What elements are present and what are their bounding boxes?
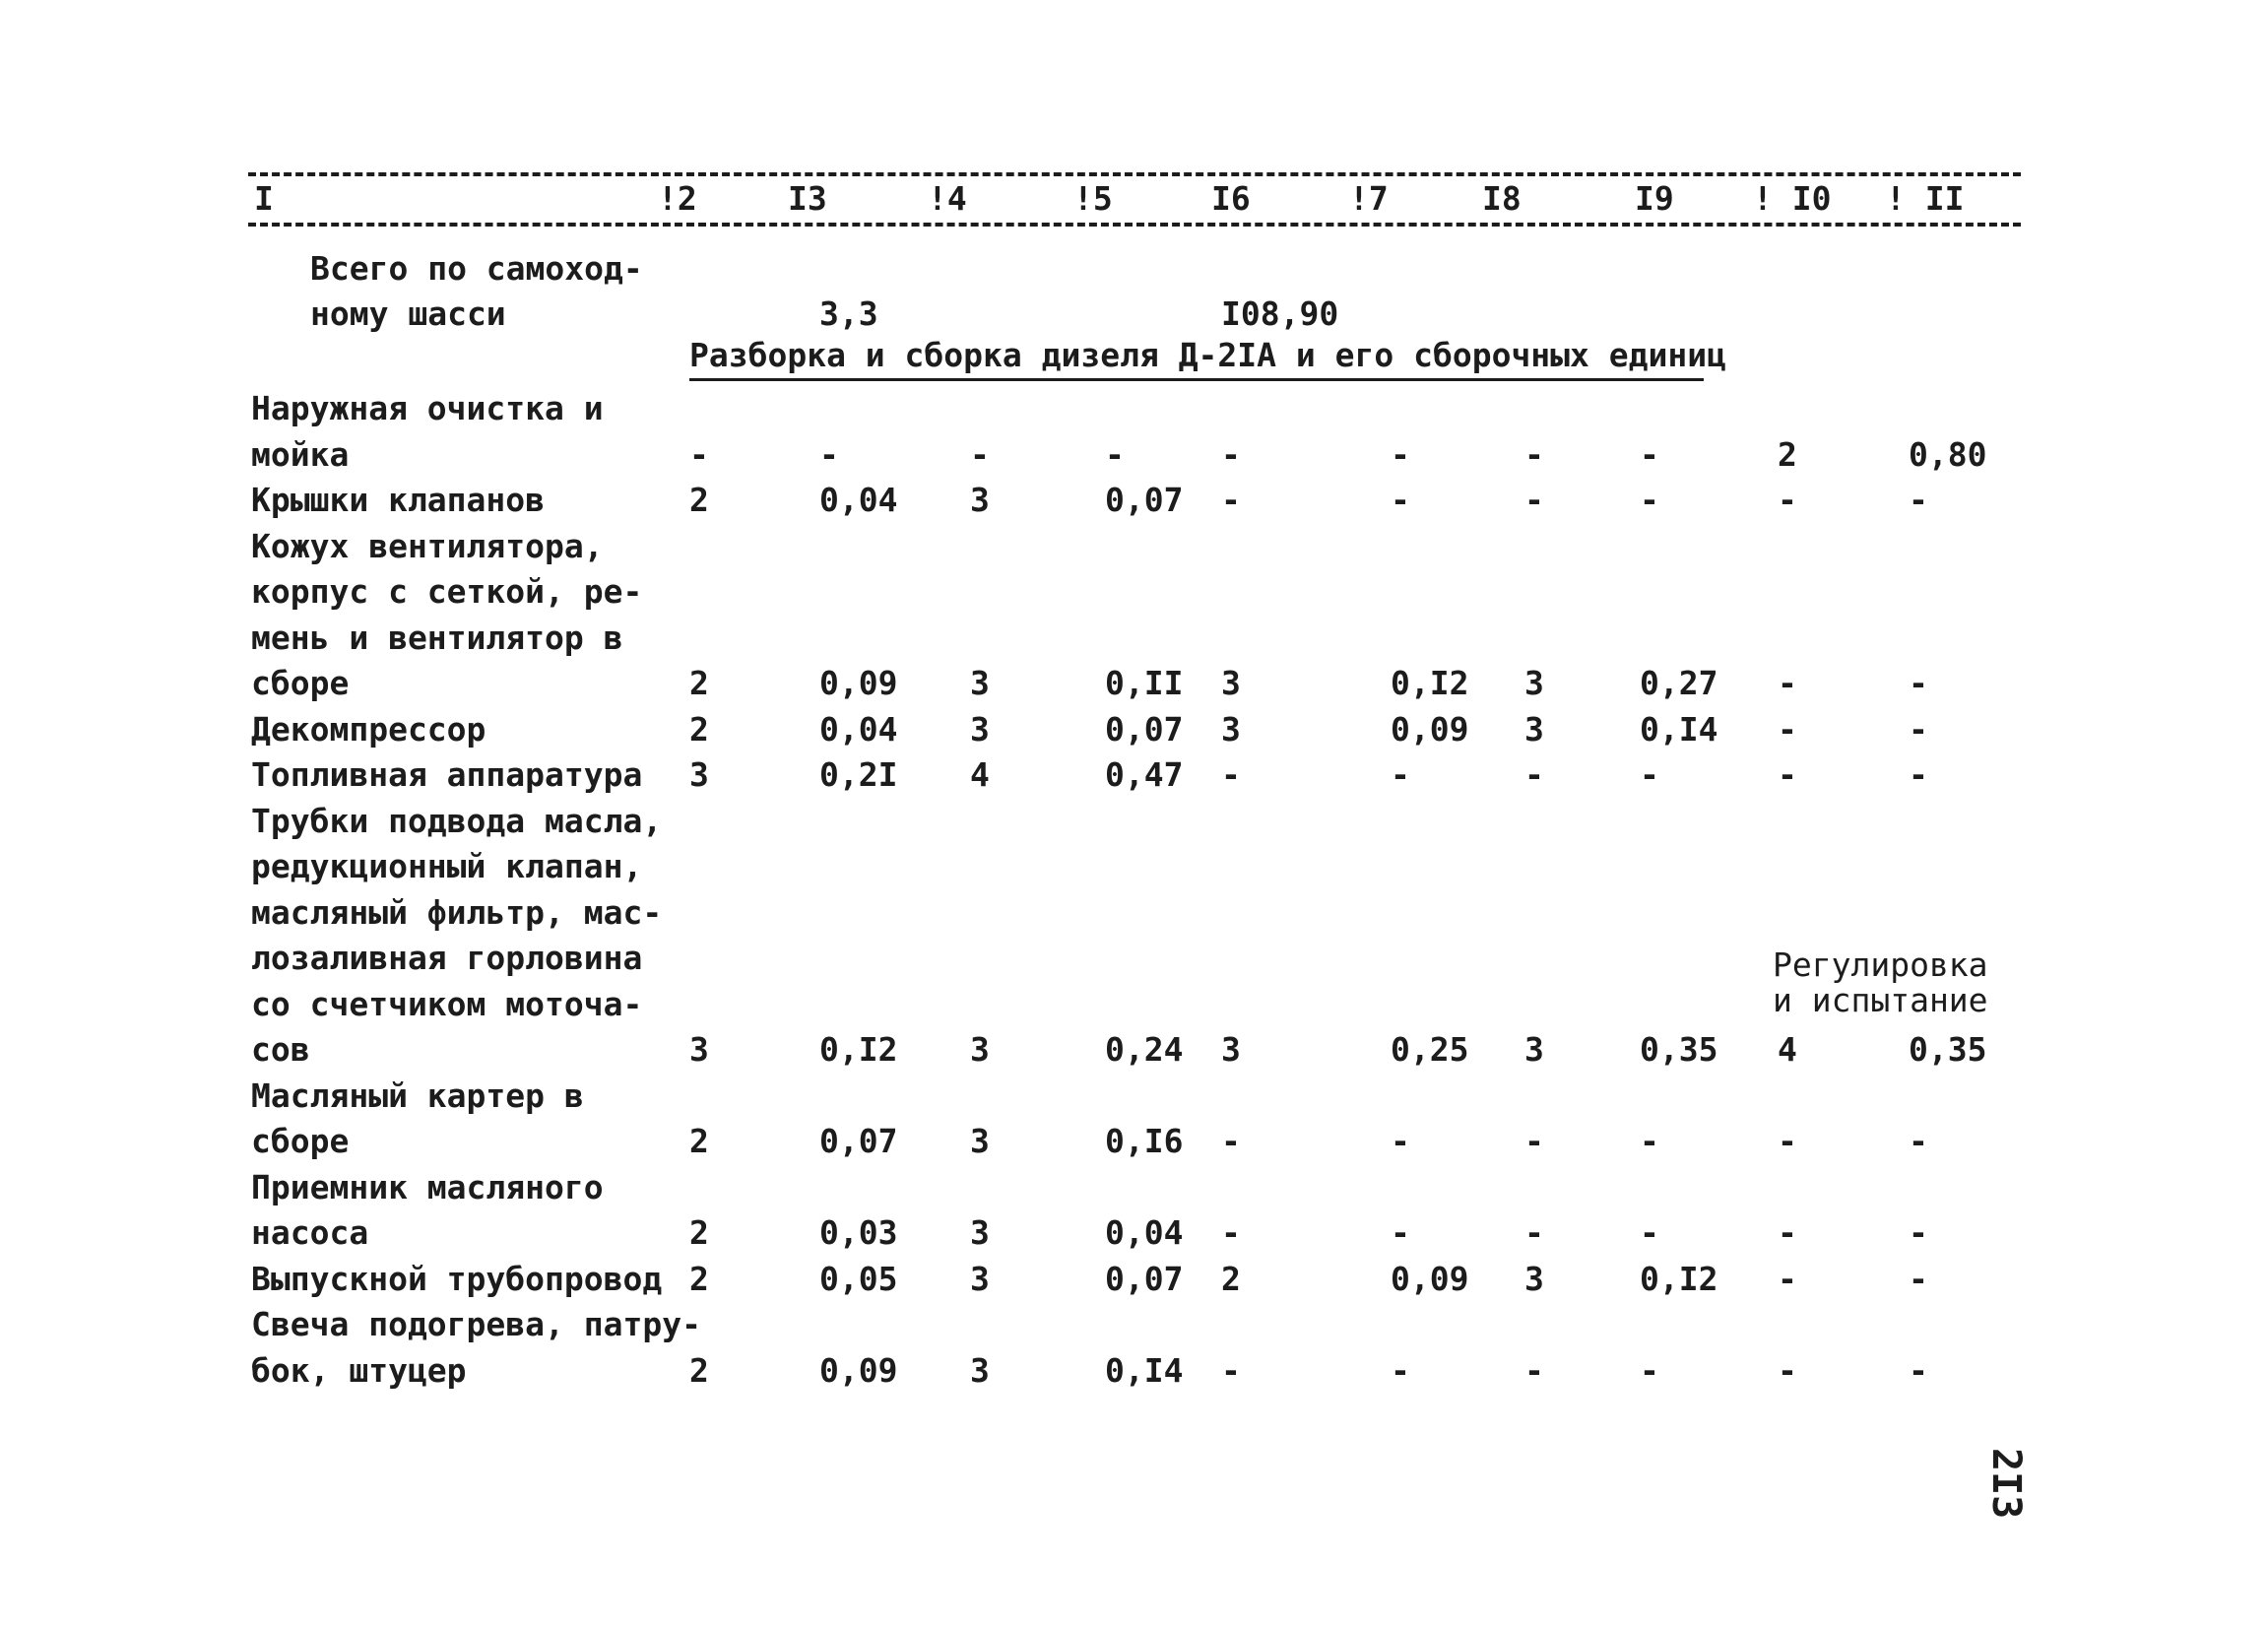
cell-c8: - xyxy=(1524,481,1544,519)
cell-c8: - xyxy=(1524,755,1544,794)
cell-c9: - xyxy=(1640,1122,1659,1160)
cell-c7: 0,09 xyxy=(1391,1259,1469,1298)
header-col-4: !4 xyxy=(928,179,967,218)
cell-c6: 3 xyxy=(1221,709,1241,749)
header-col-2: !2 xyxy=(658,179,697,218)
cell-c10: - xyxy=(1778,481,1797,519)
header-rule-bottom xyxy=(248,223,2021,227)
row-label-line: Приемник масляного xyxy=(251,1167,604,1206)
cell-c6: - xyxy=(1221,1122,1241,1160)
cell-c9: - xyxy=(1640,434,1659,474)
cell-c10: - xyxy=(1778,664,1797,702)
row-label-line: бок, штуцер xyxy=(251,1350,467,1390)
cell-c4: 3 xyxy=(970,1213,990,1252)
cell-c10: 4 xyxy=(1778,1030,1797,1069)
regulation-note-line1: Регулировка xyxy=(1773,945,1988,984)
section-title: Разборка и сборка дизеля Д-2IА и его сборочных единиц xyxy=(689,333,1704,381)
cell-c4: 3 xyxy=(970,1030,990,1069)
cell-c2: 2 xyxy=(689,709,709,749)
cell-c5: 0,07 xyxy=(1105,481,1184,519)
cell-c7: - xyxy=(1391,755,1410,794)
cell-c10: - xyxy=(1778,1350,1797,1390)
cell-c3: 0,05 xyxy=(819,1259,898,1298)
cell-c6: 3 xyxy=(1221,664,1241,702)
cell-c6: - xyxy=(1221,755,1241,794)
header-col-1: I xyxy=(254,179,274,218)
cell-c4: 3 xyxy=(970,664,990,702)
header-col-8: I8 xyxy=(1482,179,1522,218)
cell-c2: 2 xyxy=(689,1213,709,1252)
cell-c11: - xyxy=(1909,1350,1928,1390)
cell-c8: - xyxy=(1524,1350,1544,1390)
cell-c8: 3 xyxy=(1524,664,1544,702)
total-value-col3: 3,3 xyxy=(819,294,878,333)
cell-c11: 0,80 xyxy=(1909,434,1987,474)
cell-c5: 0,07 xyxy=(1105,1259,1184,1298)
cell-c7: 0,09 xyxy=(1391,709,1469,749)
cell-c3: 0,09 xyxy=(819,1350,898,1390)
row-label-line: Трубки подвода масла, xyxy=(251,801,663,840)
cell-c2: 3 xyxy=(689,755,709,794)
cell-c4: 3 xyxy=(970,481,990,519)
cell-c9: 0,I2 xyxy=(1640,1259,1718,1298)
cell-c7: - xyxy=(1391,1350,1410,1390)
row-label-line: Свеча подогрева, патру- xyxy=(251,1305,701,1343)
row-label-line: Масляный картер в xyxy=(251,1075,584,1115)
cell-c5: 0,II xyxy=(1105,664,1184,702)
header-col-3: I3 xyxy=(788,179,827,218)
cell-c2: 2 xyxy=(689,1122,709,1160)
cell-c10: - xyxy=(1778,1213,1797,1252)
row-label-line: Выпускной трубопровод xyxy=(251,1259,663,1298)
cell-c10: - xyxy=(1778,709,1797,749)
cell-c3: 0,I2 xyxy=(819,1030,898,1069)
row-label-line: Кожух вентилятора, xyxy=(251,526,604,565)
total-value-col6: I08,90 xyxy=(1221,294,1339,333)
cell-c7: 0,I2 xyxy=(1391,664,1469,702)
cell-c4: - xyxy=(970,434,990,474)
header-rule-top xyxy=(248,172,2021,176)
cell-c4: 3 xyxy=(970,1122,990,1160)
cell-c6: 2 xyxy=(1221,1259,1241,1298)
cell-c11: - xyxy=(1909,709,1928,749)
cell-c7: - xyxy=(1391,481,1410,519)
cell-c3: 0,04 xyxy=(819,481,898,519)
header-col-6: I6 xyxy=(1211,179,1251,218)
row-label-line: мойка xyxy=(251,434,350,474)
row-label-line: корпус с сеткой, ре- xyxy=(251,572,643,611)
cell-c2: 2 xyxy=(689,664,709,702)
cell-c11: - xyxy=(1909,1213,1928,1252)
cell-c9: 0,I4 xyxy=(1640,709,1718,749)
cell-c5: 0,07 xyxy=(1105,709,1184,749)
cell-c5: - xyxy=(1105,434,1125,474)
header-col-9: I9 xyxy=(1635,179,1674,218)
cell-c3: 0,07 xyxy=(819,1122,898,1160)
cell-c7: - xyxy=(1391,434,1410,474)
cell-c10: - xyxy=(1778,1122,1797,1160)
header-col-5: !5 xyxy=(1073,179,1113,218)
cell-c7: - xyxy=(1391,1122,1410,1160)
cell-c9: - xyxy=(1640,755,1659,794)
cell-c3: 0,2I xyxy=(819,755,898,794)
cell-c5: 0,I6 xyxy=(1105,1122,1184,1160)
row-label-line: Наружная очистка и xyxy=(251,389,604,427)
cell-c2: 2 xyxy=(689,481,709,519)
cell-c9: 0,35 xyxy=(1640,1030,1718,1069)
cell-c6: - xyxy=(1221,481,1241,519)
row-label-line: насоса xyxy=(251,1213,369,1252)
cell-c11: - xyxy=(1909,481,1928,519)
cell-c3: 0,09 xyxy=(819,664,898,702)
cell-c2: 3 xyxy=(689,1030,709,1069)
cell-c3: 0,04 xyxy=(819,709,898,749)
cell-c6: 3 xyxy=(1221,1030,1241,1069)
header-col-10: ! I0 xyxy=(1753,179,1832,218)
row-label-line: сборе xyxy=(251,1122,350,1160)
cell-c4: 3 xyxy=(970,1259,990,1298)
regulation-note xyxy=(1773,947,1988,1018)
cell-c11: - xyxy=(1909,1122,1928,1160)
cell-c9: - xyxy=(1640,481,1659,519)
cell-c2: 2 xyxy=(689,1350,709,1390)
page-number: 2I3 xyxy=(1983,1448,2029,1520)
cell-c8: 3 xyxy=(1524,1259,1544,1298)
row-label-line: Декомпрессор xyxy=(251,709,486,749)
cell-c2: 2 xyxy=(689,1259,709,1298)
cell-c4: 3 xyxy=(970,1350,990,1390)
total-label-line2: ному шасси xyxy=(310,294,506,333)
cell-c3: 0,03 xyxy=(819,1213,898,1252)
cell-c7: - xyxy=(1391,1213,1410,1252)
cell-c11: 0,35 xyxy=(1909,1030,1987,1069)
cell-c11: - xyxy=(1909,664,1928,702)
row-label-line: Топливная аппаратура xyxy=(251,755,643,794)
cell-c5: 0,04 xyxy=(1105,1213,1184,1252)
cell-c8: - xyxy=(1524,434,1544,474)
cell-c7: 0,25 xyxy=(1391,1030,1469,1069)
row-label-line: сборе xyxy=(251,664,350,702)
header-col-7: !7 xyxy=(1349,179,1389,218)
total-label-line1: Всего по самоход- xyxy=(310,249,643,288)
cell-c9: - xyxy=(1640,1350,1659,1390)
cell-c9: - xyxy=(1640,1213,1659,1252)
regulation-note-line2: и испытание xyxy=(1773,981,1988,1019)
cell-c10: 2 xyxy=(1778,434,1797,474)
cell-c5: 0,24 xyxy=(1105,1030,1184,1069)
row-label-line: редукционный клапан, xyxy=(251,847,643,885)
cell-c3: - xyxy=(819,434,839,474)
cell-c11: - xyxy=(1909,1259,1928,1298)
cell-c10: - xyxy=(1778,755,1797,794)
header-col-11: ! II xyxy=(1886,179,1965,218)
cell-c6: - xyxy=(1221,1213,1241,1252)
cell-c8: 3 xyxy=(1524,709,1544,749)
cell-c4: 3 xyxy=(970,709,990,749)
row-label-line: со счетчиком моточа- xyxy=(251,984,643,1023)
cell-c5: 0,I4 xyxy=(1105,1350,1184,1390)
row-label-line: Крышки клапанов xyxy=(251,481,546,519)
row-label-line: мень и вентилятор в xyxy=(251,618,623,657)
row-label-line: лозаливная горловина xyxy=(251,939,643,977)
cell-c11: - xyxy=(1909,755,1928,794)
cell-c9: 0,27 xyxy=(1640,664,1718,702)
row-label-line: сов xyxy=(251,1030,310,1069)
cell-c10: - xyxy=(1778,1259,1797,1298)
cell-c2: - xyxy=(689,434,709,474)
cell-c5: 0,47 xyxy=(1105,755,1184,794)
row-label-line: масляный фильтр, мас- xyxy=(251,892,663,932)
cell-c8: - xyxy=(1524,1213,1544,1252)
cell-c8: 3 xyxy=(1524,1030,1544,1069)
cell-c6: - xyxy=(1221,434,1241,474)
cell-c4: 4 xyxy=(970,755,990,794)
cell-c6: - xyxy=(1221,1350,1241,1390)
cell-c8: - xyxy=(1524,1122,1544,1160)
